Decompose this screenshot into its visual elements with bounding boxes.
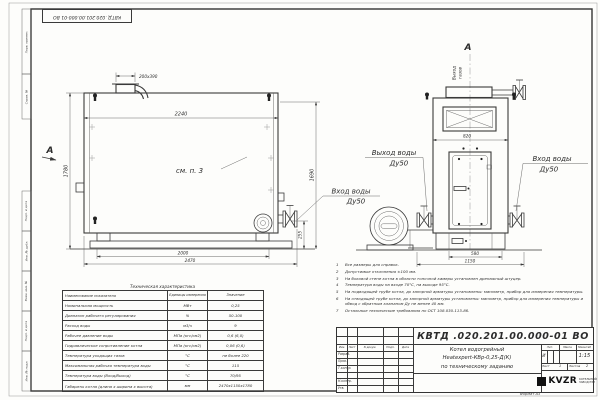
table-row: Расход воды [63, 321, 168, 331]
svg-text:Ду50: Ду50 [346, 197, 366, 206]
dim-chimney: 200х390 [139, 74, 158, 79]
table-row: Температура воды (Вход/Выход) [63, 371, 168, 381]
reference-cross-marks [89, 124, 274, 193]
sig-nkontr: Н.контр. [338, 378, 352, 383]
margin-cell-inv-podl: Инв. № подл. [24, 360, 29, 382]
dim-1780: 1780 [63, 164, 70, 178]
drawing-title-line2: Heatexpert-КВр-0,25-Д(К) [442, 355, 512, 362]
note-item: 6 На отводящей трубе котла, до запорной арматуры установлены: манометр, прибор для измерения температуры и обвод с обратным клапаном Ду не менее 40 мм. [336, 295, 584, 307]
svg-text:Вход воды: Вход воды [532, 155, 572, 163]
scale-value: 1:15 [578, 352, 591, 359]
label-water-inlet-side [297, 188, 380, 221]
col-izm: Изм. [338, 344, 346, 349]
svg-text:Выход воды: Выход воды [371, 149, 417, 157]
title-block [336, 327, 597, 393]
dim-1690: 1690 [309, 168, 316, 182]
table-row: Максимальная рабочая температура воды [63, 361, 168, 371]
view-label-A: А [464, 43, 472, 53]
table-row: Температура уходящих газов [63, 351, 168, 361]
logo-text: KVZR [548, 376, 577, 386]
label-water-inlet-front [516, 155, 588, 211]
svg-text:Ду50: Ду50 [389, 159, 409, 168]
drawing-title-line3: по техническому заданию [440, 363, 514, 370]
col-list: Лист [348, 344, 356, 349]
margin-cell-sprav-n: Справ. № [24, 89, 29, 104]
col-header-value: Значение [208, 291, 263, 301]
door-handle [454, 187, 466, 191]
format-label: Формат А3 [519, 391, 541, 396]
dim-1150: 1150 [464, 258, 476, 264]
burner-flange [254, 214, 272, 232]
sig-utv: Утв. [338, 385, 345, 390]
document-number: КВТД .020.201.00.000-01 ВО [417, 330, 589, 342]
spec-table [62, 283, 264, 392]
dim-820: 820 [463, 133, 471, 139]
note-item: 7 Остальные технические требования по ОСТ 108.030.113-86. [336, 307, 470, 313]
margin-cell-podp-data-2: Подп. и дата [24, 320, 29, 342]
dim-2000: 2000 [177, 250, 189, 256]
sheet-label: Лист [542, 363, 550, 368]
col-header-name: Наименование показателя [63, 291, 168, 301]
note-item: 1 Все размеры для справок. [336, 262, 400, 267]
svg-text:см. п. 3: см. п. 3 [176, 167, 204, 175]
note-item: 3 На боковой стене котла в области топочной камеры установлен дренажный штуцер. [336, 275, 522, 281]
table-row: Габариты котла (длина х ширина х высота) [63, 381, 168, 391]
top-hatch [443, 107, 496, 131]
dim-2470: 2470 [184, 258, 196, 263]
callout-see-item-3 [176, 157, 247, 175]
furnace-door [449, 147, 492, 229]
lit-header: Лит. [546, 344, 554, 349]
water-outlet-valve-front [417, 206, 433, 227]
margin-cell-vzam-inv: Взам. инв. № [24, 280, 29, 302]
spec-table-grid: Наименование показателя Единицы измерения Значение Номинальная мощность МВт 0,25 Диапазон рабочего регулирования % 50-100 Расход воды м3/ч 9 Рабочее давление воды МПа (кгс/см2) 0,6 (6,0) Гидравлическое сопротивление котла МПа (кгс/см2) 0,06 (0,6) Температура уходящих газов °С не более 220 Максимальная рабочая температура воды °С 115 Температура воды (Вход/Выход) °С 70/95 Габариты котла (длина х ширина х высота) мм 2470х1150х1780 [62, 290, 264, 392]
svg-text:А: А [46, 146, 54, 156]
section-arrow-A [42, 146, 56, 160]
gas-outlet-label-1: Выход [451, 65, 457, 81]
col-ndocum: N докум. [363, 344, 377, 349]
scale-header: Масштаб [578, 344, 591, 349]
note-item: 2 Допустимые отклонения ±100 мм. [336, 268, 417, 274]
spec-table-title: Техническая характеристика [129, 284, 196, 289]
table-row: Номинальная мощность [63, 301, 168, 311]
table-row: Диапазон рабочего регулирования [63, 311, 168, 321]
water-inlet-valve-side [278, 206, 297, 228]
label-water-outlet [365, 149, 427, 211]
technical-notes [336, 262, 586, 315]
boiler-front-body [433, 98, 508, 233]
boiler-side-view [42, 73, 380, 268]
table-row: Рабочее давление воды [63, 331, 168, 341]
gas-outlet-label-2: газов [457, 66, 463, 80]
drawing-title [413, 346, 541, 373]
sig-prov: Пров. [338, 358, 347, 363]
dim-255: 255 [297, 231, 303, 239]
sig-tkontr: Т.контр. [338, 365, 352, 370]
margin-cell-perv-primen: Перв. примен. [24, 30, 29, 53]
top-stamp-number: КВТД .020.201.00.000-01 ВО [53, 13, 121, 19]
svg-text:Вход воды: Вход воды [331, 187, 371, 196]
water-inlet-valve-front [508, 206, 524, 227]
gas-outlet-duct [112, 84, 148, 99]
svg-text:Ду50: Ду50 [539, 165, 559, 174]
col-podp: Подп. [386, 344, 395, 349]
logo-mark-icon [537, 377, 546, 386]
boiler-front-view [356, 43, 588, 267]
skid-base [90, 241, 292, 248]
sheet-value: 1 [559, 363, 562, 368]
margin-cell-inv-dubl: Инв. № дубл. [24, 240, 29, 262]
logo-caption: КОТЕЛЬНЫЙ ЗАВОД РЭП [578, 376, 597, 384]
blower-fan [367, 207, 433, 250]
table-row: Гидравлическое сопротивление котла [63, 341, 168, 351]
sheets-value: 2 [586, 363, 589, 368]
col-header-units: Единицы измерения [168, 291, 208, 301]
manufacturer-logo [541, 370, 597, 392]
note-item: 4 Температура воды на входе 70°С, на выходе 95°С. [336, 282, 450, 288]
dim-2240: 2240 [174, 111, 188, 118]
mass-header: Масса [563, 344, 572, 349]
sig-razrab: Разраб. [338, 351, 351, 356]
top-stamp [42, 9, 132, 23]
drawing-title-line1: Котел водогрейный [449, 347, 505, 353]
dim-580: 580 [471, 251, 479, 256]
col-data: Дата [402, 344, 409, 349]
sheets-label: Листов [569, 363, 581, 368]
margin-cell-podp-data-1: Подп. и дата [24, 200, 29, 222]
note-item: 5 На подводящей трубе котла, до запорной арматуры установлены: манометр, прибор для измерения температуры. [336, 289, 584, 295]
front-base-frame [436, 233, 505, 249]
lit-value: И [542, 353, 546, 358]
